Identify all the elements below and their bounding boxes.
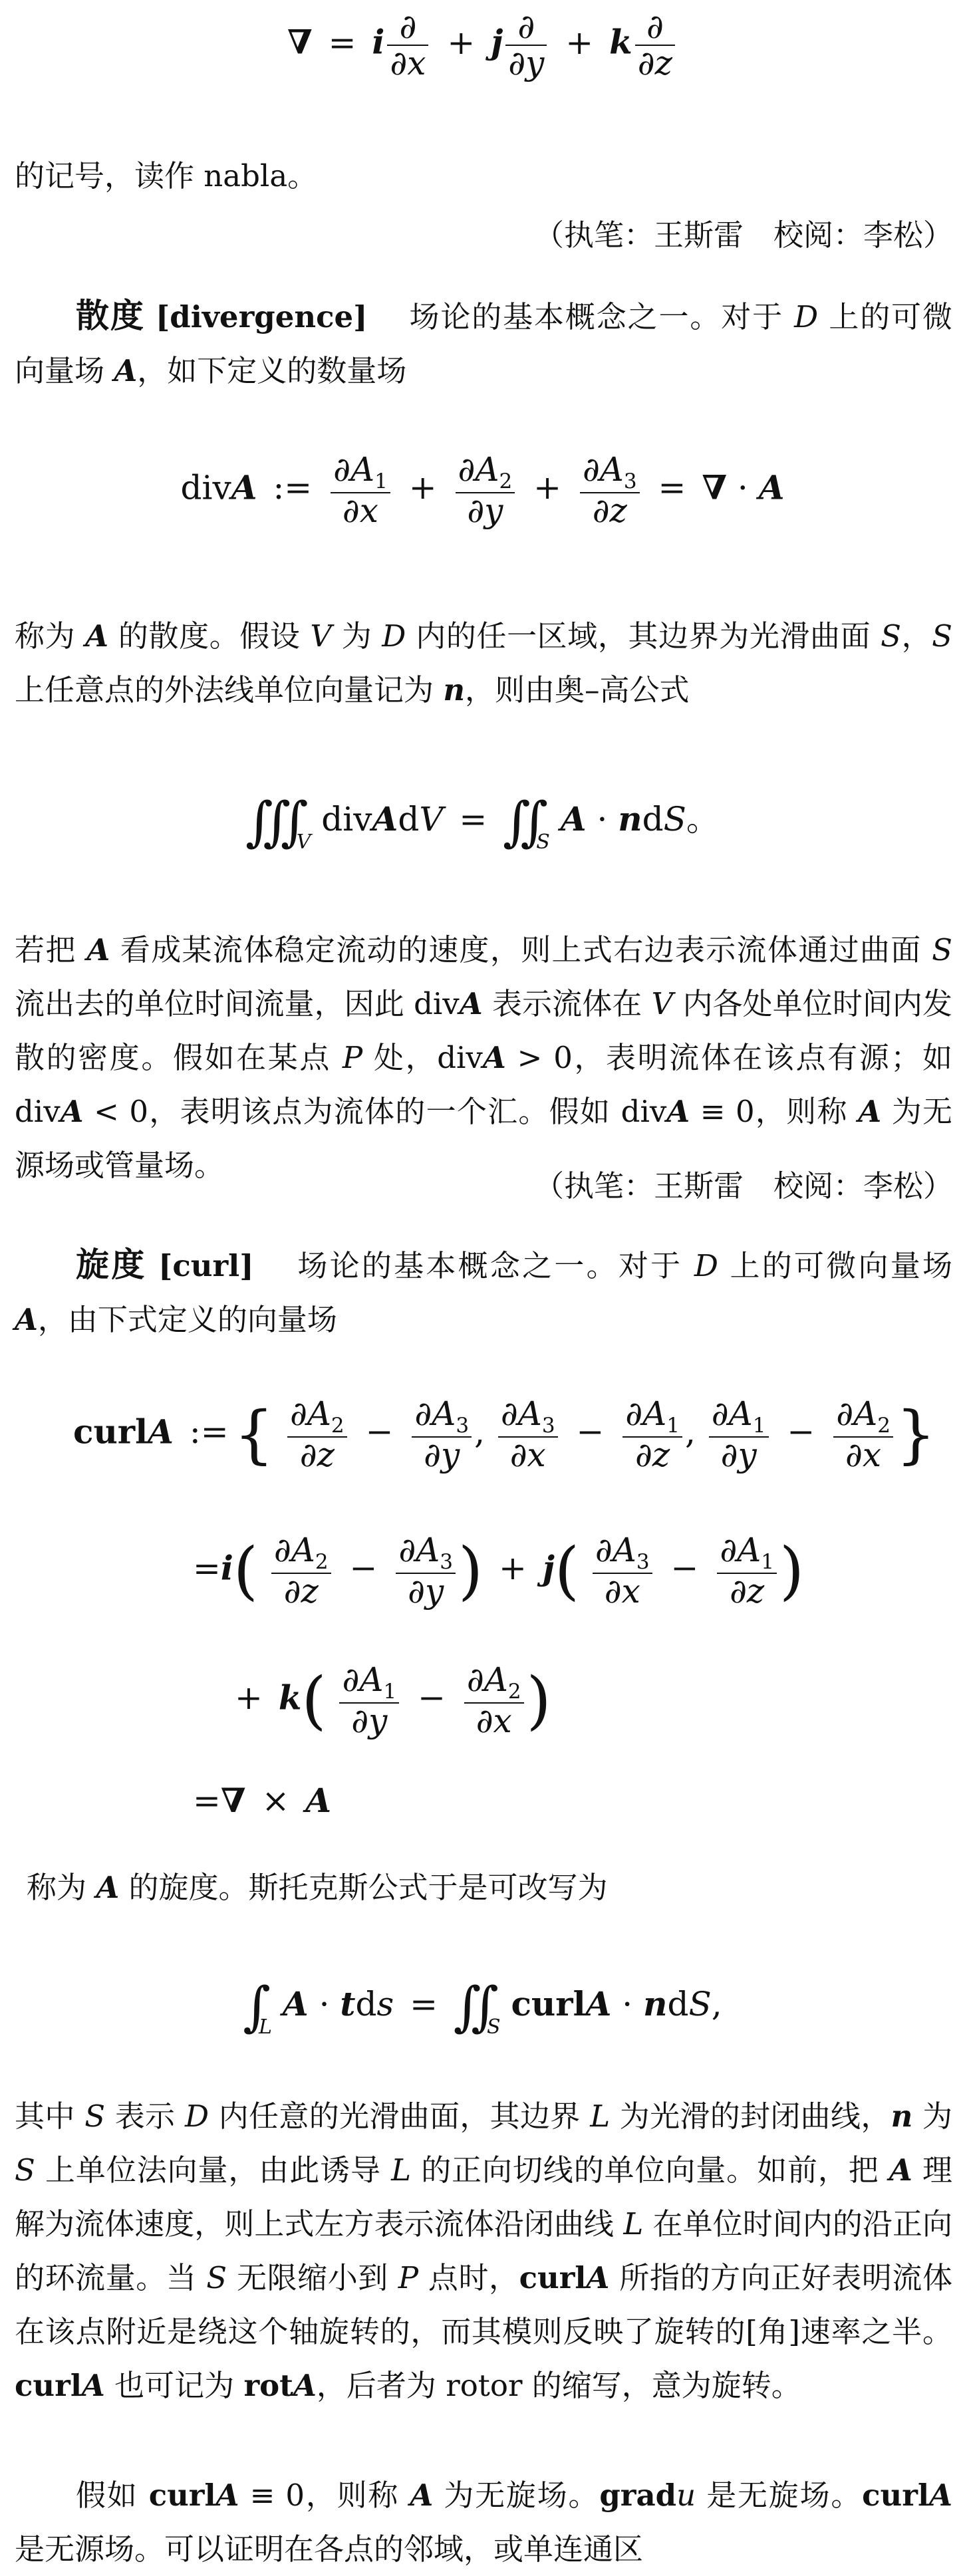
curl-formula-line3: + k( $\frac{\partial A_1}{\partial y}$ − $\frac{\partial A_2}{\partial x}$ ) (235, 1660, 551, 1741)
divergence-term: 散度 (76, 297, 145, 335)
divergence-formula: divA := $\frac{\partial A_1}{\partial x}$ + $\frac{\partial A_2}{\partial y}$ + $\frac{\partial A_3}{\partial z}$ = ∇ · A (180, 450, 785, 531)
gauss-formula: $∭_V$ divAdV = $∬_S$ A · ndS。 (245, 791, 720, 854)
nabla-tail-text: 的记号，读作 nabla。 (15, 158, 318, 193)
curl-formula-line2: =i( $\frac{\partial A_2}{\partial z}$ − $\frac{\partial A_3}{\partial y}$ ) + j( $\frac{\partial A_3}{\partial x}$ − $\frac{\partial A_1}{\partial z}$ ) (193, 1531, 805, 1611)
curl-formula-line1: curlA :={ $\frac{\partial A_2}{\partial z}$ − $\frac{\partial A_3}{\partial y}$ , $\frac{\partial A_3}{\partial x}$ − $\frac{\partial A_1}{\partial z}$ , $\frac{\partial A_1}{\partial y}$ − $\frac{\partial A_2}{\partial x}$ } (73, 1394, 936, 1475)
curl-term: 旋度 (76, 1245, 147, 1284)
divergence-para2: 称为 A 的散度。假设 V 为 D 内的任一区域，其边界为光滑曲面 S，S 上任意点的外法线单位向量记为 n，则由奥–高公式 (15, 618, 952, 708)
divergence-term-en: [divergence] (155, 299, 368, 334)
signature-1: （执笔：王斯雷 校阅：李松） (533, 217, 953, 253)
divergence-intro (15, 289, 952, 398)
nabla-equation: ∇ = i $\frac{\partial}{\partial x}$ + j $\frac{\partial}{\partial y}$ + k $\frac{\partial}{\partial z}$ (0, 9, 965, 80)
curl-para4: 假如 curlA ≡ 0，则称 A 为无旋场。gradu 是无旋场。curlA 是无源场。可以证明在各点的邻域，或单连通区 (15, 2478, 952, 2567)
divergence-para3: 若把 A 看成某流体稳定流动的速度，则上式右边表示流体通过曲面 S 流出去的单位时间流量，因此 divA 表示流体在 V 内各处单位时间内发散的密度。假如在某点 P 处，divA > 0，表明流体在该点有源；如 divA < 0，表明该点为流体的一个汇。假如 divA ≡ 0，则称 A 为无源场或管量场。 (15, 932, 953, 1183)
curl-para3: 其中 S 表示 D 内任意的光滑曲面，其边界 L 为光滑的封闭曲线，n 为 S 上单位法向量，由此诱导 L 的正向切线的单位向量。如前，把 A 理解为流体速度，则上式左方表示流体沿闭曲线 L 在单位时间内的沿正向的环流量。当 S 无限缩小到 P 点时，curlA 所指的方向正好表明流体在该点附近是绕这个轴旋转的，而其模则反映了旋转的[角]速率之半。curlA 也可记为 rotA，后者为 rotor 的缩写，意为旋转。 (15, 2099, 953, 2403)
signature-2: （执笔：王斯雷 校阅：李松） (533, 1168, 953, 1204)
divergence-intro-text: 场论的基本概念之一。对于 D 上的可微向量场 A，如下定义的数量场 (15, 299, 953, 388)
stokes-formula: $\int_L$ A · tds = $∬_S$ curlA · ndS, (243, 1976, 722, 2039)
curl-para2: 称为 A 的旋度。斯托克斯公式于是可改写为 (27, 1870, 608, 1905)
curl-intro (15, 1238, 952, 1347)
curl-formula-line4: =∇ × A (193, 1781, 332, 1820)
curl-term-en: [curl] (158, 1248, 254, 1283)
curl-intro-text: 场论的基本概念之一。对于 D 上的可微向量场 A，由下式定义的向量场 (15, 1248, 953, 1337)
